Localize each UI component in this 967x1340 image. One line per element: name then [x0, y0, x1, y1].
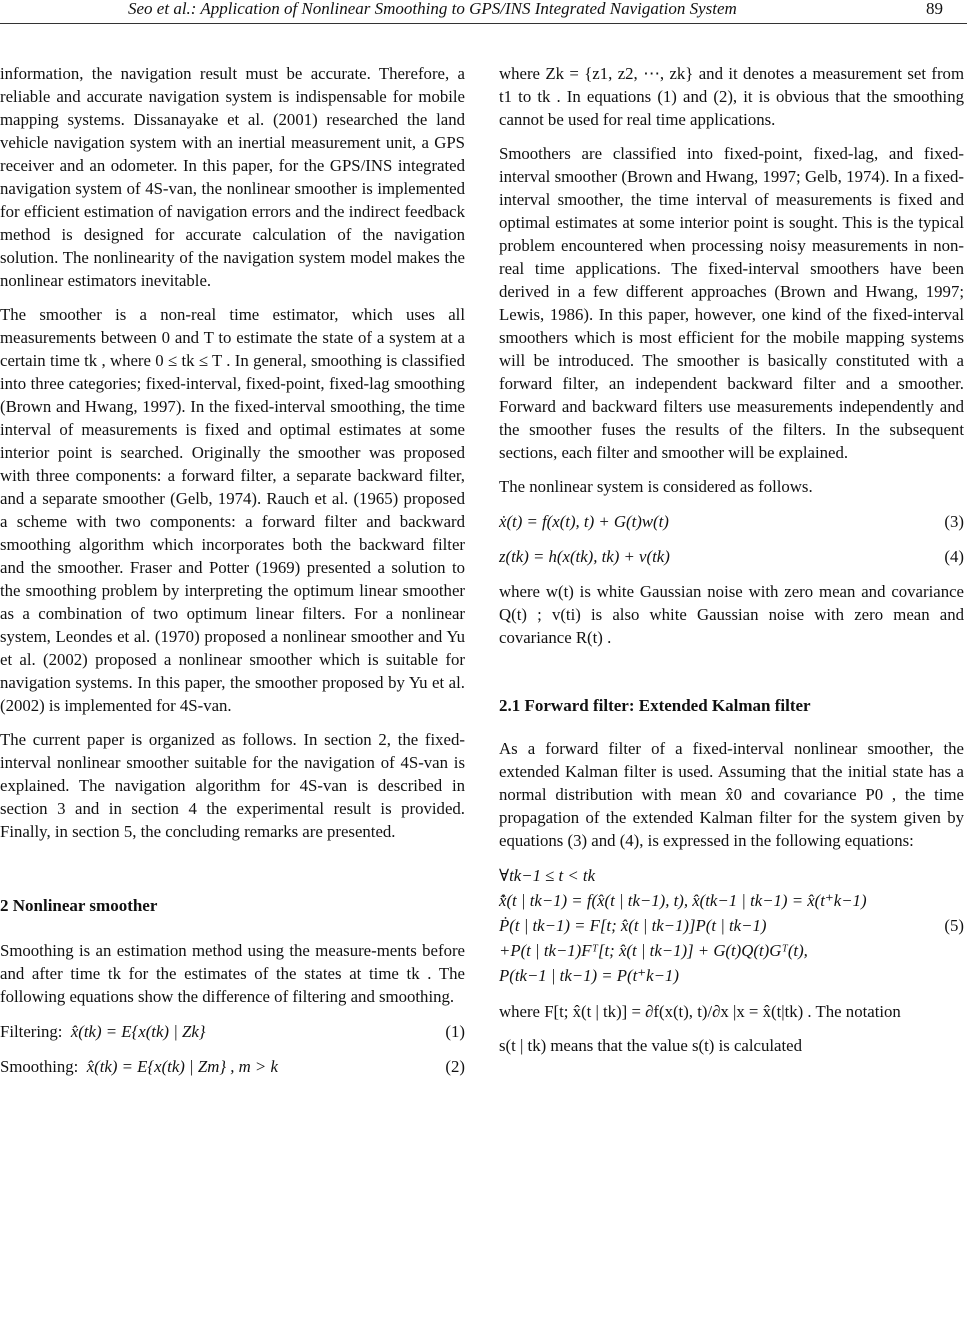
equation-5-line: +P(t | tk−1)Fᵀ[t; x̂(t | tk−1)] + G(t)Q(t)Gᵀ(t),: [499, 941, 808, 960]
paragraph-intro: information, the navigation result must be accurate. Therefore, a reliable and accurate navigation system is indispensable for mobile mapping systems. Dissanayake et al. (2001) researched the land vehicle navigation system with an inertial measurement unit, a GPS receiver and an odometer. In this paper, for the GPS/INS integrated navigation system of 4S-van, the nonlinear smoother is implemented for efficient estimation of navigation errors and the indirect feedback method is designed for accurate calculation of the navigation solution. The nonlinearity of the navigation system model makes the nonlinear estimators inevitable.: [0, 64, 465, 290]
equation-5: [499, 863, 964, 988]
equation-1-number: (1): [445, 1022, 465, 1041]
paragraph-smoother-definition: The smoother is a non-real time estimator, which uses all measurements between 0 and T to estimate the state of a system at a certain time tk , where 0 ≤ tk ≤ T . In general, smoothing is classified into three categories; fixed-interval, fixed-point, fixed-lag smoothing (Brown and Hwang, 1997). In the fixed-interval smoothing, the time interval of measurements is fixed and optimal estimates at some interior point is searched. Originally the smoother was proposed with three components: a forward filter, a separate backward filter, and a separate smoother (Gelb, 1974). Rauch et al. (1965) proposed a scheme with two components: a forward filter and backward smoothing algorithm which incorporates both the backward filter and the smoother. Fraser and Potter (1969) presented a solution to the smoothing problem by interpreting the optimum linear smoother as a combination of two optimum linear filters. For a nonlinear system, Leondes et al. (1970) proposed a nonlinear smoother and Yu et al. (2002) proposed a nonlinear smoother which is suitable for navigation systems. In this paper, the smoother proposed by Yu et al. (2002) is implemented for 4S-van.: [0, 305, 465, 715]
equation-5-line: P(tk−1 | tk−1) = P(t⁺k−1): [499, 966, 679, 985]
paragraph-noise-description: where w(t) is white Gaussian noise with zero mean and covariance Q(t) ; v(ti) is also white Gaussian noise with zero mean and covariance R(t) .: [499, 582, 964, 647]
equation-5-line: x̂̇(t | tk−1) = f(x̂(t | tk−1), t), x̂(tk−1 | tk−1) = x̂(t⁺k−1): [499, 891, 867, 910]
equation-1-body: x̂(tk) = E{x(tk) | Zk}: [70, 1022, 206, 1041]
equation-2-number: (2): [445, 1057, 465, 1076]
equation-4-body: z(tk) = h(x(tk), tk) + v(tk): [499, 547, 670, 566]
equation-2-label: Smoothing:: [0, 1057, 79, 1076]
equation-2-body: x̂(tk) = E{x(tk) | Zm} , m > k: [86, 1057, 278, 1076]
running-head: [0, 0, 967, 22]
equation-1-label: Filtering:: [0, 1022, 63, 1041]
paragraph-measurement-set: where Zk = {z1, z2, ⋯, zk} and it denotes a measurement set from t1 to tk . In equations (1) and (2), it is obvious that the smoothing cannot be used for real time applications.: [499, 64, 964, 129]
paragraph-smoothing-method: Smoothing is an estimation method using the measure-ments before and after time tk for the estimates of the states at time tk . The following equations show the difference of filtering and smoothing.: [0, 941, 465, 1006]
left-column: [0, 62, 465, 1090]
header-rule: [0, 23, 967, 24]
right-column: [499, 62, 964, 1068]
equation-2: [0, 1055, 465, 1078]
section-heading-nonlinear-smoother: 2 Nonlinear smoother: [0, 896, 158, 915]
equation-3-body: ẋ(t) = f(x(t), t) + G(t)w(t): [499, 512, 669, 531]
equation-5-line: Ṗ(t | tk−1) = F[t; x̂(t | tk−1)]P(t | tk−1): [499, 916, 767, 935]
paragraph-notation: s(t | tk) means that the value s(t) is calculated: [499, 1036, 802, 1055]
equation-3: [499, 510, 964, 533]
equation-3-number: (3): [944, 512, 964, 531]
page-number: 89: [926, 0, 943, 18]
paragraph-organization: The current paper is organized as follows. In section 2, the fixed-interval nonlinear smoother suitable for the navigation of 4S-van is explained. The navigation algorithm for 4S-van is described in section 3 and in section 4 the experimental result is provided. Finally, in section 5, the concluding remarks are presented.: [0, 730, 465, 841]
equation-1: [0, 1020, 465, 1043]
paragraph-nonlinear-system: The nonlinear system is considered as follows.: [499, 477, 813, 496]
equation-4: [499, 545, 964, 568]
equation-5-number: (5): [944, 916, 964, 935]
equation-5-lines: [499, 863, 924, 988]
section-heading-forward-filter: 2.1 Forward filter: Extended Kalman filter: [499, 696, 811, 715]
paragraph-jacobian-definition: where F[t; x̂(t | tk)] = ∂f(x(t), t)/∂x |x = x̂(t|tk) . The notation: [499, 1002, 901, 1021]
equation-4-number: (4): [944, 547, 964, 566]
running-title: Seo et al.: Application of Nonlinear Smoothing to GPS/INS Integrated Navigation System: [128, 0, 737, 18]
paragraph-forward-filter: As a forward filter of a fixed-interval nonlinear smoother, the extended Kalman filter is used. Assuming that the initial state has a normal distribution with mean x̂0 and covariance P0 , the time propagation of the extended Kalman filter for the system given by equations (3) and (4), is expressed in the following equations:: [499, 739, 964, 850]
equation-5-line: ∀tk−1 ≤ t < tk: [499, 866, 596, 885]
paragraph-smoother-classes: Smoothers are classified into fixed-point, fixed-lag, and fixed-interval smoother (Brown and Hwang, 1997; Gelb, 1974). In a fixed-interval smoother, the time interval of measurements is fixed and optimal estimates at some interior point is sought. This is the typical problem encountered when processing noisy measurements in non-real time applications. The fixed-interval smoothers have been derived in a few different approaches (Brown and Hwang, 1997; Lewis, 1986). In this paper, however, one kind of the fixed-interval smoothers which is most efficient for the mobile mapping systems will be introduced. The smoother is basically constituted with a forward filter, an independent backward filter and a smoother. Forward and backward filters use measurements independently and the smoother fuses the results of the filters. In the subsequent sections, each filter and smoother will be explained.: [499, 144, 964, 462]
